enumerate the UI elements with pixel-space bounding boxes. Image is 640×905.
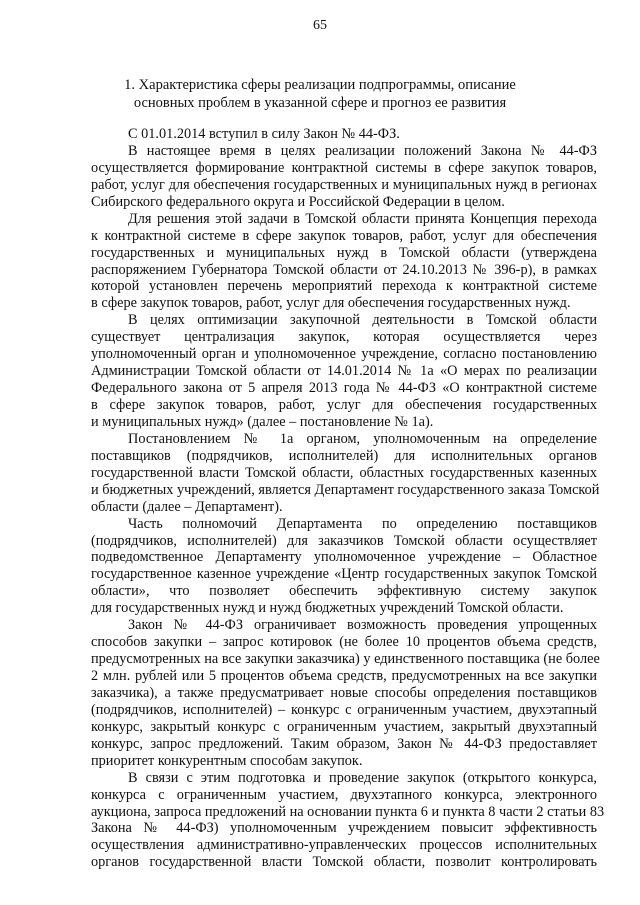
paragraph-line: области», что позволяет обеспечить эффективную систему закупок — [91, 583, 597, 600]
paragraph-line: к контрактной системе в сфере закупок товаров, работ, услуг для обеспечения — [91, 227, 597, 244]
paragraph-line: уполномоченный орган и уполномоченное учреждение, согласно постановлению — [91, 346, 597, 363]
body-text — [91, 126, 605, 871]
section-heading-line: 1. Характеристика сферы реализации подпрограммы, описание — [124, 77, 516, 93]
paragraph-line: способов закупки – запрос котировок (не более 10 процентов объема средств, — [91, 634, 597, 651]
paragraph-line: органов государственной власти Томской области, позволит контролировать — [91, 854, 597, 871]
paragraph-line: Администрации Томской области от 14.01.2014 № 1а «О мерах по реализации — [91, 363, 597, 380]
paragraph-line: (подрядчиков, исполнителей) для заказчиков Томской области осуществляет — [91, 532, 597, 549]
paragraph-line: государственной власти Томской области, областных государственных казенных — [91, 464, 597, 481]
paragraph-line: Постановлением № 1а органом, уполномоченным на определение — [128, 430, 597, 447]
paragraph-line: заказчика), а также предусматривает новые способы определения поставщиков — [91, 684, 597, 701]
paragraph-line: конкурс, запрос предложений. Таким образом, Закон № 44-ФЗ предоставляет — [91, 735, 597, 752]
paragraph-line: в сфере закупок товаров, работ, услуг для обеспечения государственных — [91, 397, 597, 413]
paragraph-line: существует централизация закупок, которая осуществляется через — [91, 329, 597, 346]
paragraph-line: осуществления административно-управленческих процессов исполнительных — [91, 837, 597, 854]
paragraph — [91, 430, 600, 516]
paragraph-line: работ, услуг для обеспечения государственных и муниципальных нужд в регионах — [91, 176, 597, 193]
paragraph — [91, 143, 597, 211]
paragraph-line: которой установлен перечень мероприятий перехода к контрактной системе — [91, 278, 597, 295]
paragraph-line: Закона № 44-ФЗ) уполномоченным учреждением повысит эффективность — [91, 820, 597, 837]
paragraph-line: подведомственное Департаменту уполномоченное учреждение – Областное — [91, 549, 597, 566]
paragraph-line: государственных и муниципальных нужд в Томской области (утверждена — [91, 244, 597, 261]
paragraph-line: поставщиков (подрядчиков, исполнителей) для исполнительных органов — [91, 447, 597, 464]
paragraph — [91, 312, 597, 431]
paragraph-line: государственное казенное учреждение «Центр государственных закупок Томской — [91, 566, 597, 583]
paragraph-line: и бюджетных учреждений, является Департамент государственного заказа Томской — [91, 481, 600, 498]
paragraph — [91, 617, 600, 769]
paragraph — [91, 769, 605, 872]
paragraph-line: В настоящее время в целях реализации положений Закона № 44-ФЗ — [128, 142, 597, 159]
paragraph-line: конкурс, закрытый конкурс с ограниченным участием, закрытый двухэтапный — [91, 718, 597, 735]
paragraph-line: С 01.01.2014 вступил в силу Закон № 44-ФЗ. — [128, 126, 400, 142]
paragraph-line: Сибирского федерального округа и Российской Федерации в целом. — [91, 193, 505, 210]
section-heading — [80, 76, 560, 112]
paragraph-line: Закон № 44-ФЗ ограничивает возможность проведения упрощенных — [128, 617, 597, 634]
paragraph-line: предусмотренных на все закупки заказчика) у единственного поставщика (не более — [91, 651, 600, 668]
paragraph-line: распоряжением Губернатора Томской области от 24.10.2013 № 396-р), в рамках — [91, 261, 597, 278]
paragraph-line: конкурса с ограниченным участием, двухэтапного конкурса, электронного — [91, 786, 597, 803]
paragraph-line: области (далее – Департамент). — [91, 498, 283, 515]
paragraph-line: В целях оптимизации закупочной деятельности в Томской области — [128, 312, 597, 329]
paragraph-line: осуществляется формирование контрактной системы в сфере закупок товаров, — [91, 159, 597, 176]
paragraph-line: в сфере закупок товаров, работ, услуг для обеспечения государственных нужд. — [91, 295, 571, 312]
paragraph — [91, 516, 597, 618]
paragraph-line: и муниципальных нужд» (далее – постановление № 1а). — [91, 413, 434, 430]
paragraph-line: (подрядчиков, исполнителей) – конкурс с ограниченным участием, двухэтапный — [91, 701, 597, 718]
paragraph — [91, 211, 597, 313]
paragraph-line: Для решения этой задачи в Томской области принята Концепция перехода — [128, 210, 597, 227]
paragraph-line: аукциона, запроса предложений на основании пункта 6 и пункта 8 части 2 статьи 83 — [91, 803, 605, 820]
section-heading-line: основных проблем в указанной сфере и прогноз ее развития — [133, 95, 507, 111]
paragraph-line: В связи с этим подготовка и проведение закупок (открытого конкурса, — [128, 769, 597, 786]
paragraph — [91, 126, 597, 143]
paragraph-line: приоритет конкурентным способам закупок. — [91, 752, 363, 769]
paragraph-line: Часть полномочий Департамента по определению поставщиков — [128, 515, 597, 532]
paragraph-line: 2 млн. рублей или 5 процентов объема средств, предусмотренных на все закупки — [91, 668, 597, 684]
page-number: 65 — [313, 18, 327, 33]
paragraph-line: для государственных нужд и нужд бюджетных учреждений Томской области. — [91, 600, 564, 617]
paragraph-line: Федерального закона от 5 апреля 2013 года № 44-ФЗ «О контрактной системе — [91, 380, 597, 397]
